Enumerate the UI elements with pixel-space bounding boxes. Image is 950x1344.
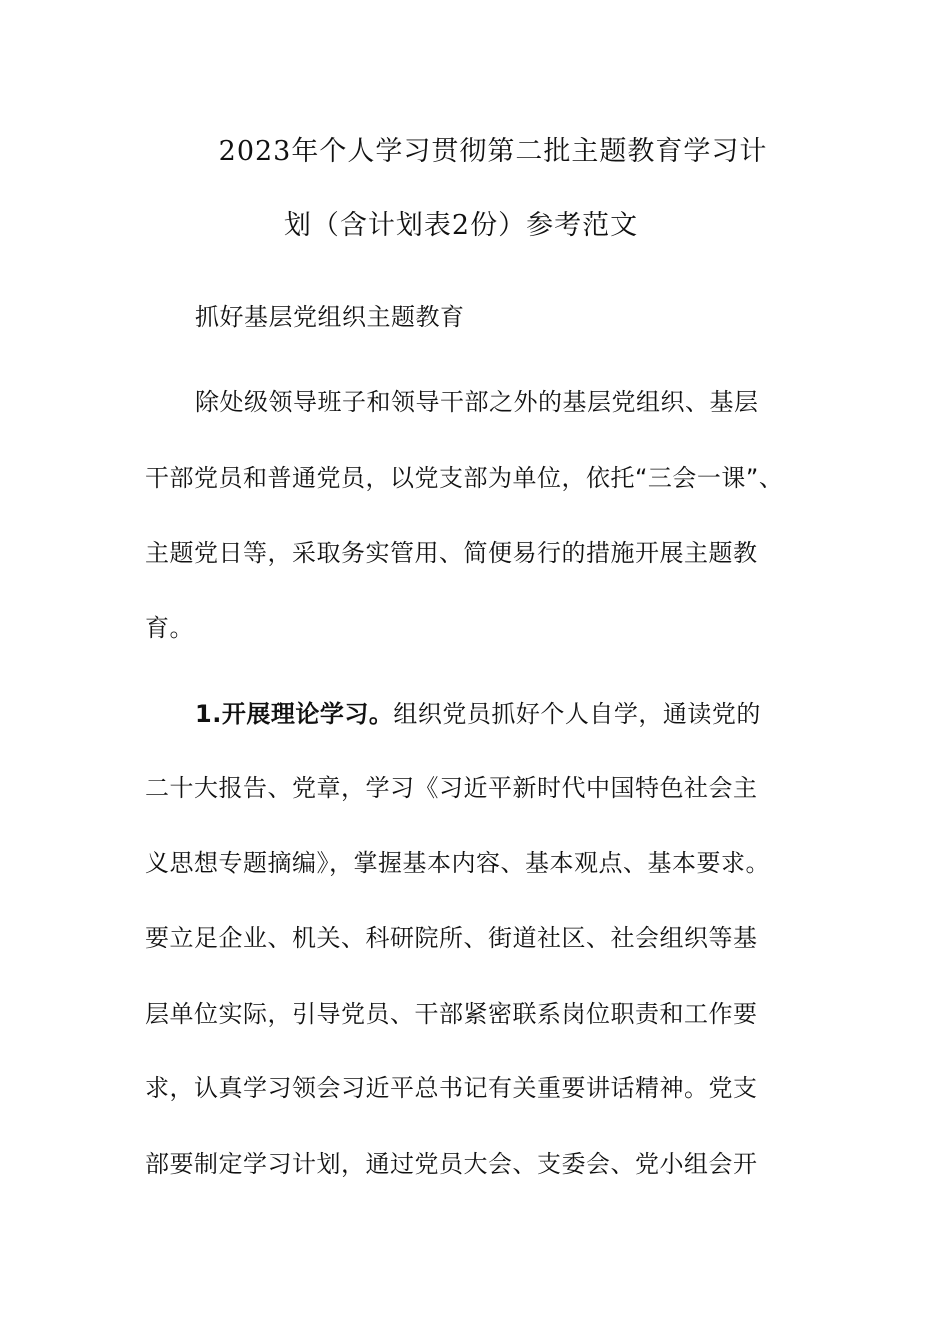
- paragraph-line: 二十大报告、党章，学习《习近平新时代中国特色社会主: [145, 774, 758, 802]
- paragraph-line: [195, 696, 761, 732]
- document-title-line-1: 2023年个人学习贯彻第二批主题教育学习计: [218, 136, 768, 167]
- paragraph-line: 干部党员和普通党员，以党支部为单位，依托“三会一课”、: [145, 464, 784, 492]
- paragraph-line: 义思想专题摘编》，掌握基本内容、基本观点、基本要求。: [145, 849, 770, 877]
- paragraph-line: 要立足企业、机关、科研院所、街道社区、社会组织等基: [145, 924, 758, 952]
- numbered-item-lead: 1.开展理论学习。: [195, 700, 394, 728]
- paragraph-line: 育。: [145, 614, 194, 642]
- section-heading: 抓好基层党组织主题教育: [195, 303, 465, 331]
- document-title-line-2: 划（含计划表2份）参考范文: [283, 210, 639, 241]
- paragraph-line: 主题党日等，采取务实管用、简便易行的措施开展主题教: [145, 539, 758, 567]
- paragraph-line: 除处级领导班子和领导干部之外的基层党组织、基层: [195, 388, 759, 416]
- paragraph-line: 求，认真学习领会习近平总书记有关重要讲话精神。党支: [145, 1074, 758, 1102]
- paragraph-line: 层单位实际，引导党员、干部紧密联系岗位职责和工作要: [145, 1000, 758, 1028]
- paragraph-text: 组织党员抓好个人自学，通读党的: [393, 700, 761, 728]
- paragraph-line: 部要制定学习计划，通过党员大会、支委会、党小组会开: [145, 1150, 758, 1178]
